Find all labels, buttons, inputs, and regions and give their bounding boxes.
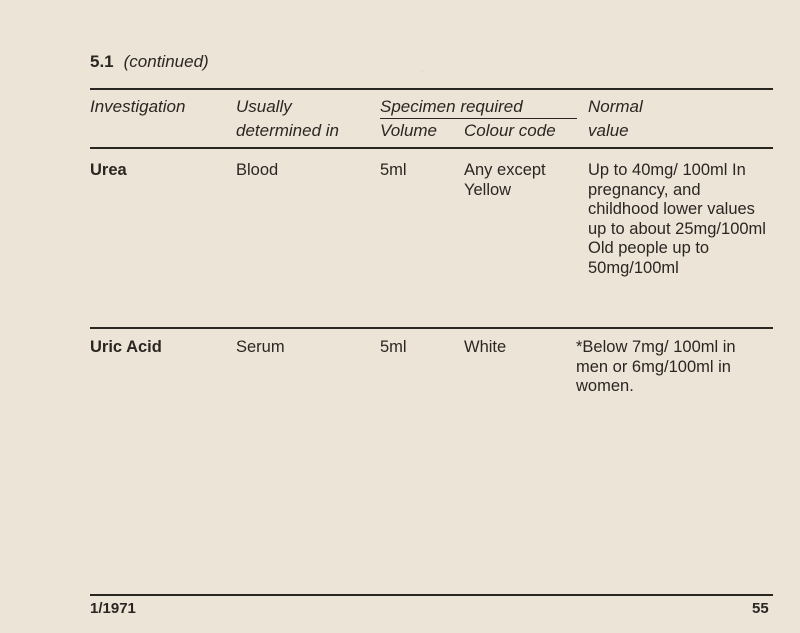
- header-determined-line2: determined in: [236, 121, 340, 140]
- table-caption: [90, 52, 209, 72]
- page-number: 55: [752, 600, 769, 617]
- row-rule: [90, 327, 773, 329]
- row-colour-code: Any except Yellow: [464, 161, 546, 199]
- row-normal-value: *Below 7mg/ 100ml in men or 6mg/100ml in women.: [576, 338, 736, 395]
- header-normal-line1: Normal: [588, 97, 643, 116]
- row-investigation: Uric Acid: [90, 338, 162, 356]
- row-investigation: Urea: [90, 161, 127, 179]
- header-colour-code: Colour code: [464, 121, 556, 140]
- row-determined-in: Serum: [236, 338, 285, 356]
- row-volume: 5ml: [380, 161, 407, 179]
- footer-date: 1/1971: [90, 600, 136, 617]
- bottom-rule: [90, 594, 773, 596]
- top-rule: [90, 88, 773, 90]
- row-volume: 5ml: [380, 338, 407, 356]
- header-specimen-required: Specimen required: [380, 97, 523, 116]
- header-investigation: Investigation: [90, 97, 186, 116]
- table-number: 5.1: [90, 52, 114, 71]
- header-normal-line2: value: [588, 121, 629, 140]
- header-rule: [90, 147, 773, 149]
- show-through-line: ·: [420, 62, 425, 78]
- row-colour-code: White: [464, 338, 507, 356]
- header-determined-line1: Usually: [236, 97, 292, 116]
- row-normal-value: Up to 40mg/ 100ml In pregnancy, and childhood lower values up to about 25mg/100ml Old people up to 50mg/100ml: [588, 161, 766, 277]
- header-volume: Volume: [380, 121, 438, 140]
- row-determined-in: Blood: [236, 161, 279, 179]
- table-caption-text: (continued): [123, 52, 209, 71]
- specimen-subrule: [380, 118, 577, 119]
